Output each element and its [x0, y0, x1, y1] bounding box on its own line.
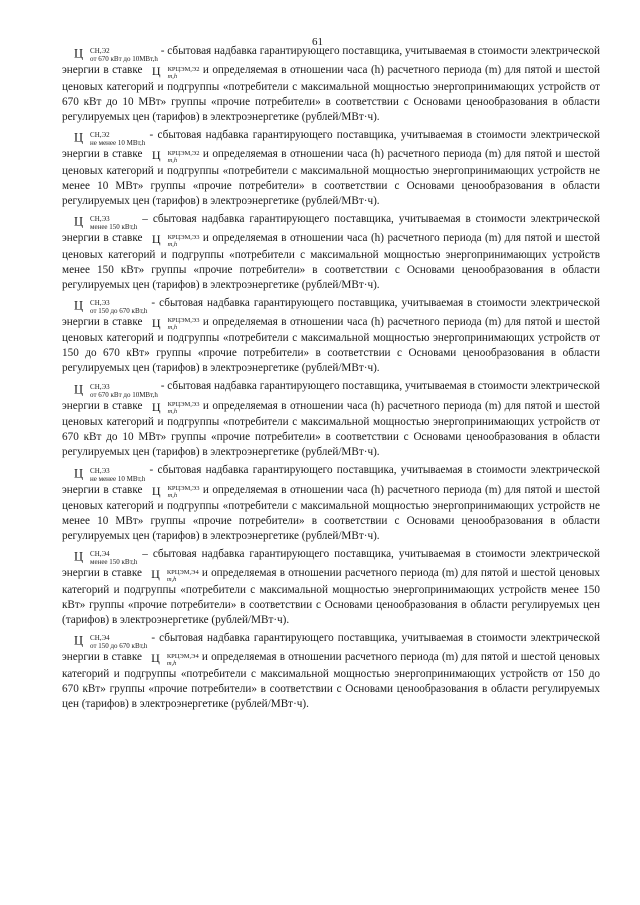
- symbol-superscript: СН,Э3: [90, 215, 110, 224]
- symbol-indices: [84, 131, 145, 147]
- rate-symbol: [146, 401, 200, 415]
- tariff-symbol: [68, 131, 145, 147]
- definition-text-before: - сбытовая надбавка гарантирующего поставщика, учитываемая в стоимости электрической энергии в ставке: [62, 128, 600, 161]
- rate-subscript: m,h: [167, 408, 178, 416]
- tariff-symbol: [68, 47, 158, 63]
- symbol-base: Ц: [74, 214, 84, 229]
- symbol-subscript: от 150 до 670 кВт,h: [90, 306, 148, 315]
- rate-symbol-base: Ц: [151, 64, 161, 79]
- rate-symbol-base: Ц: [151, 399, 161, 414]
- symbol-subscript: от 670 кВт до 10МВт,h: [90, 390, 158, 399]
- rate-symbol: [146, 149, 200, 163]
- symbol-superscript: СН,Э4: [90, 634, 110, 643]
- definition-paragraph: [62, 44, 600, 125]
- symbol-subscript: не менее 10 МВт,h: [90, 139, 146, 148]
- definition-text-before: - сбытовая надбавка гарантирующего поставщика, учитываемая в стоимости электрической энергии в ставке: [62, 45, 600, 77]
- rate-subscript: m,h: [166, 659, 177, 667]
- symbol-base: Ц: [74, 550, 84, 565]
- rate-symbol-indices: [161, 653, 199, 667]
- definition-paragraph: [62, 212, 600, 293]
- rate-subscript: m,h: [167, 72, 178, 80]
- symbol-superscript: СН,Э2: [90, 131, 110, 140]
- symbol-subscript: не менее 10 МВт,h: [90, 474, 146, 483]
- definition-text-before: - сбытовая надбавка гарантирующего поставщика, учитываемая в стоимости электрической энергии в ставке: [62, 380, 600, 412]
- definition-text-before: – сбытовая надбавка гарантирующего поставщика, учитываемая в стоимости электрической энергии в ставке: [62, 212, 600, 245]
- symbol-base: Ц: [74, 633, 84, 648]
- definitions-list: [62, 44, 600, 715]
- definition-text-before: - сбытовая надбавка гарантирующего поставщика, учитываемая в стоимости электрической энергии в ставке: [62, 631, 600, 664]
- definition-text-after: и определяемая в отношении расчетного периода (m) для пятой и шестой ценовых категорий и подгруппы «потребители с максимальной мощностью энергопринимающих устройств от 150 до 670 кВт» группы «прочие потребители» в соответствии с Основами ценообразования в области регулируемых цен (тарифов) в электроэнергетике (рублей/МВт·ч).: [62, 651, 600, 710]
- rate-symbol: [145, 568, 199, 582]
- symbol-subscript: от 150 до 670 кВт,h: [90, 642, 148, 651]
- rate-subscript: m,h: [166, 575, 177, 583]
- rate-symbol: [145, 652, 199, 666]
- symbol-indices: [84, 215, 137, 231]
- tariff-symbol: [68, 550, 137, 566]
- definition-text-after: и определяемая в отношении часа (h) расчетного периода (m) для пятой и шестой ценовых категорий и подгруппы «потребители с максимальной мощностью энергопринимающих устройств менее 150 кВт» группы «прочие потребители» в соответствии с Основами ценообразования в области регулируемых цен (тарифов) в электроэнергетике (рублей/МВт·ч).: [62, 232, 600, 291]
- rate-symbol-indices: [162, 234, 200, 248]
- symbol-indices: [84, 383, 158, 399]
- rate-symbol-indices: [162, 66, 200, 80]
- rate-symbol-indices: [162, 401, 200, 415]
- rate-symbol-indices: [161, 569, 199, 583]
- rate-symbol-indices: [162, 485, 200, 499]
- rate-symbol: [146, 233, 200, 247]
- rate-superscript: КРЦЭМ,Э4: [166, 652, 199, 660]
- definition-text-after: и определяемая в отношении часа (h) расчетного периода (m) для пятой и шестой ценовых категорий и подгруппы «потребители с максимальной мощностью энергопринимающих устройств не менее 10 МВт» группы «прочие потребители» в соответствии с Основами ценообразования в области регулируемых цен (тарифов) в электроэнергетике (рублей/МВт·ч).: [62, 148, 600, 207]
- symbol-base: Ц: [74, 466, 84, 481]
- definition-text-after: и определяемая в отношении часа (h) расчетного периода (m) для пятой и шестой ценовых категорий и подгруппы «потребители с максимальной мощностью энергопринимающих устройств от 150 до 670 кВт» группы «прочие потребители» в соответствии с Основами ценообразования в области регулируемых цен (тарифов) в электроэнергетике (рублей/МВт·ч).: [62, 315, 600, 375]
- definition-paragraph: [62, 547, 600, 628]
- symbol-indices: [84, 550, 137, 566]
- definition-paragraph: [62, 128, 600, 209]
- symbol-indices: [84, 47, 158, 63]
- tariff-symbol: [68, 383, 158, 399]
- rate-symbol: [146, 485, 200, 499]
- definition-text-before: – сбытовая надбавка гарантирующего поставщика, учитываемая в стоимости электрической энергии в ставке: [62, 548, 600, 580]
- tariff-symbol: [68, 215, 137, 231]
- rate-symbol-base: Ц: [151, 232, 161, 247]
- symbol-subscript: менее 150 кВт,h: [90, 558, 138, 567]
- definition-text-before: - сбытовая надбавка гарантирующего поставщика, учитываемая в стоимости электрической энергии в ставке: [62, 296, 600, 328]
- symbol-indices: [84, 467, 145, 483]
- rate-subscript: m,h: [167, 156, 178, 164]
- symbol-base: Ц: [74, 382, 84, 397]
- rate-superscript: КРЦЭМ,Э2: [167, 149, 200, 157]
- definition-paragraph: [62, 379, 600, 460]
- definition-text-after: и определяемая в отношении часа (h) расчетного периода (m) для пятой и шестой ценовых категорий и подгруппы «потребители с максимальной мощностью энергопринимающих устройств от 670 кВт до 10 МВт» группы «прочие потребители» в соответствии с Основами ценообразования в области регулируемых цен (тарифов) в электроэнергетике (рублей/МВт·ч).: [62, 64, 600, 123]
- rate-superscript: КРЦЭМ,Э3: [167, 485, 200, 493]
- rate-symbol-base: Ц: [151, 483, 161, 498]
- definition-paragraph: [62, 631, 600, 712]
- definition-text-after: и определяемая в отношении часа (h) расчетного периода (m) для пятой и шестой ценовых категорий и подгруппы «потребители с максимальной мощностью энергопринимающих устройств не менее 10 МВт» группы «прочие потребители» в соответствии с Основами ценообразования в области регулируемых цен (тарифов) в электроэнергетике (рублей/МВт·ч).: [62, 483, 600, 543]
- rate-superscript: КРЦЭМ,Э2: [167, 65, 200, 73]
- symbol-subscript: от 670 кВт до 10МВт,h: [90, 55, 158, 64]
- symbol-base: Ц: [74, 298, 84, 313]
- rate-superscript: КРЦЭМ,Э3: [167, 317, 200, 325]
- rate-symbol: [146, 65, 200, 79]
- rate-symbol-base: Ц: [151, 315, 161, 330]
- symbol-superscript: СН,Э2: [90, 47, 110, 56]
- tariff-symbol: [68, 634, 147, 650]
- definition-text-before: - сбытовая надбавка гарантирующего поставщика, учитываемая в стоимости электрической энергии в ставке: [62, 464, 600, 496]
- tariff-symbol: [68, 467, 145, 483]
- definition-text-after: и определяемая в отношении расчетного периода (m) для пятой и шестой ценовых категорий и подгруппы «потребители с максимальной мощностью энергопринимающих устройств менее 150 кВт» группы «прочие потребители» в соответствии с Основами ценообразования в области регулируемых цен (тарифов) в электроэнергетике (рублей/МВт·ч).: [62, 567, 600, 626]
- rate-superscript: КРЦЭМ,Э3: [167, 233, 200, 241]
- rate-symbol-indices: [162, 317, 200, 331]
- symbol-base: Ц: [74, 47, 84, 61]
- definition-text-after: и определяемая в отношении часа (h) расчетного периода (m) для пятой и шестой ценовых категорий и подгруппы «потребители с максимальной мощностью энергопринимающих устройств от 670 кВт до 10 МВт» группы «прочие потребители» в соответствии с Основами ценообразования в области регулируемых цен (тарифов) в электроэнергетике (рублей/МВт·ч).: [62, 399, 600, 459]
- symbol-subscript: менее 150 кВт,h: [90, 223, 138, 232]
- symbol-superscript: СН,Э3: [90, 466, 110, 475]
- symbol-base: Ц: [74, 130, 84, 145]
- rate-subscript: m,h: [167, 492, 178, 500]
- rate-symbol-base: Ц: [151, 567, 160, 582]
- rate-superscript: КРЦЭМ,Э4: [166, 568, 199, 576]
- rate-subscript: m,h: [167, 240, 178, 248]
- definition-paragraph: [62, 463, 600, 544]
- rate-subscript: m,h: [167, 324, 178, 332]
- rate-symbol-base: Ц: [151, 148, 161, 163]
- symbol-superscript: СН,Э3: [90, 298, 110, 307]
- page-number: 61: [312, 36, 323, 48]
- rate-superscript: КРЦЭМ,Э3: [167, 401, 200, 409]
- definition-paragraph: [62, 296, 600, 377]
- tariff-symbol: [68, 299, 147, 315]
- rate-symbol: [146, 317, 200, 331]
- symbol-indices: [84, 299, 147, 315]
- rate-symbol-indices: [162, 150, 200, 164]
- rate-symbol-base: Ц: [151, 651, 160, 666]
- symbol-indices: [84, 634, 147, 650]
- symbol-superscript: СН,Э3: [90, 382, 110, 391]
- symbol-superscript: СН,Э4: [90, 550, 110, 559]
